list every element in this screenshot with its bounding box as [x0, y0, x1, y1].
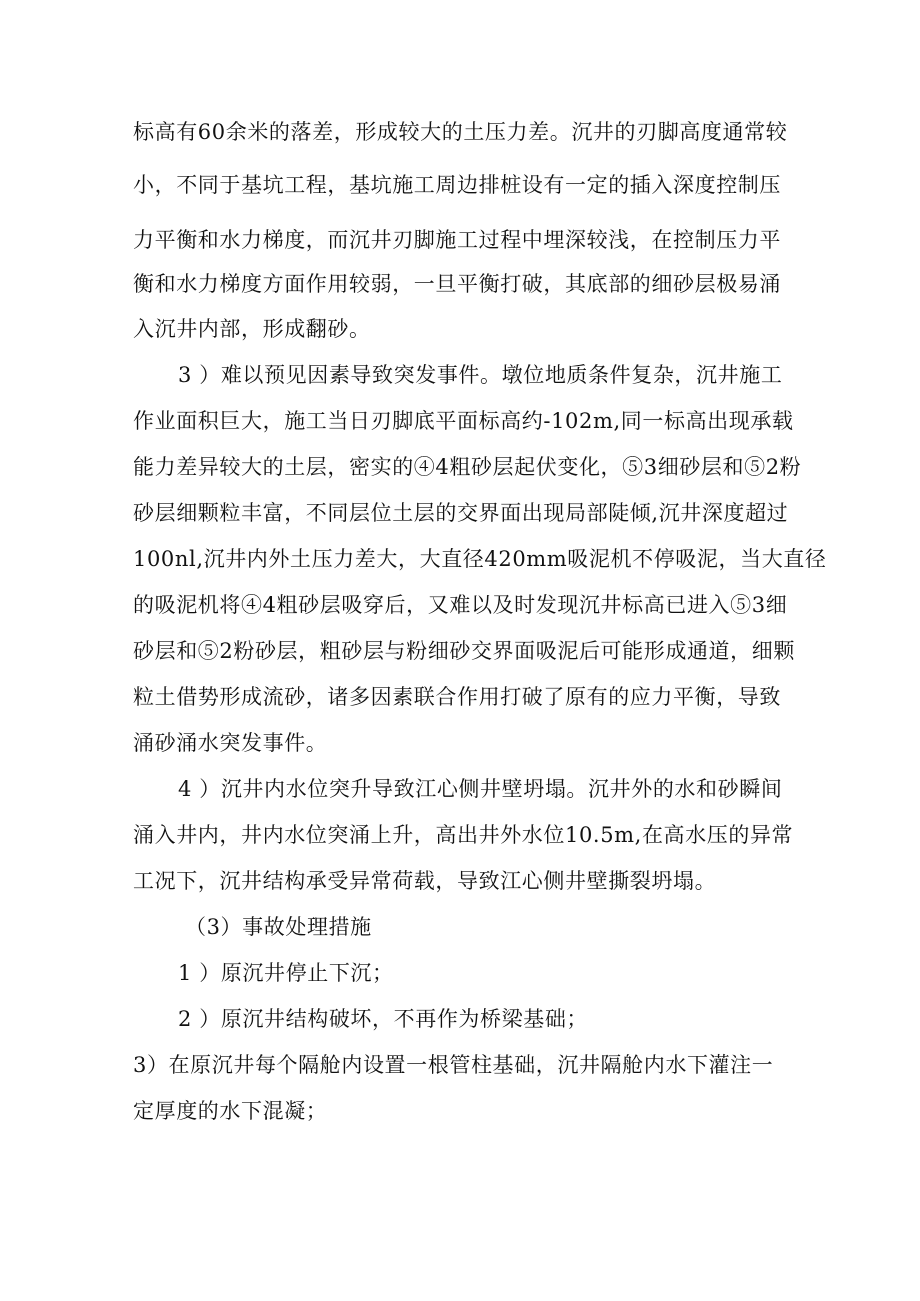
- text-line: 3 ）难以预见因素导致突发事件。墩位地质条件复杂，沉井施工: [178, 363, 783, 387]
- text-line: 涌入井内，井内水位突涌上升，高出井外水位10.5m,在高水压的异常: [133, 823, 794, 847]
- text-line: 砂层细颗粒丰富，不同层位土层的交界面出现局部陡倾,沉井深度超过: [133, 501, 789, 525]
- text-line: 4 ）沉井内水位突升导致江心侧井壁坍塌。沉井外的水和砂瞬间: [178, 777, 783, 801]
- list-item: 2 ）原沉井结构破坏，不再作为桥梁基础；: [178, 1007, 589, 1031]
- text-line: 力平衡和水力梯度，而沉井刃脚施工过程中埋深较浅，在控制压力平: [133, 228, 781, 252]
- text-line: 涌砂涌水突发事件。: [133, 731, 328, 755]
- text-line: 小，不同于基坑工程，基坑施工周边排桩设有一定的插入深度控制压: [133, 173, 781, 197]
- list-item: 3）在原沉井每个隔舱内设置一根管柱基础，沉井隔舱内水下灌注一: [133, 1053, 774, 1077]
- text-line: 的吸泥机将④4粗砂层吸穿后，又难以及时发现沉井标高已进入⑤3细: [133, 593, 788, 617]
- section-heading: （3）事故处理措施: [185, 915, 372, 939]
- text-line: 作业面积巨大，施工当日刃脚底平面标高约-102m,同一标高出现承载: [133, 409, 794, 433]
- text-line: 衡和水力梯度方面作用较弱，一旦平衡打破，其底部的细砂层极易涌: [133, 272, 781, 296]
- text-line: 定厚度的水下混凝；: [133, 1099, 328, 1123]
- text-line: 入沉井内部，形成翻砂。: [133, 317, 371, 341]
- text-line: 粒土借势形成流砂，诸多因素联合作用打破了原有的应力平衡，导致: [133, 685, 781, 709]
- text-line: 工况下，沉井结构承受异常荷载，导致江心侧井壁撕裂坍塌。: [133, 869, 717, 893]
- text-line: 能力差异较大的土层，密实的④4粗砂层起伏变化，⑤3细砂层和⑤2粉: [133, 455, 802, 479]
- text-line: 100nl,沉井内外土压力差大，大直径420mm吸泥机不停吸泥，当大直径: [133, 547, 827, 571]
- text-line: 砂层和⑤2粉砂层，粗砂层与粉细砂交界面吸泥后可能形成通道，细颗: [133, 639, 795, 663]
- list-item: 1 ）原沉井停止下沉；: [178, 961, 394, 985]
- text-line: 标高有60余米的落差，形成较大的土压力差。沉井的刃脚高度通常较: [133, 120, 788, 144]
